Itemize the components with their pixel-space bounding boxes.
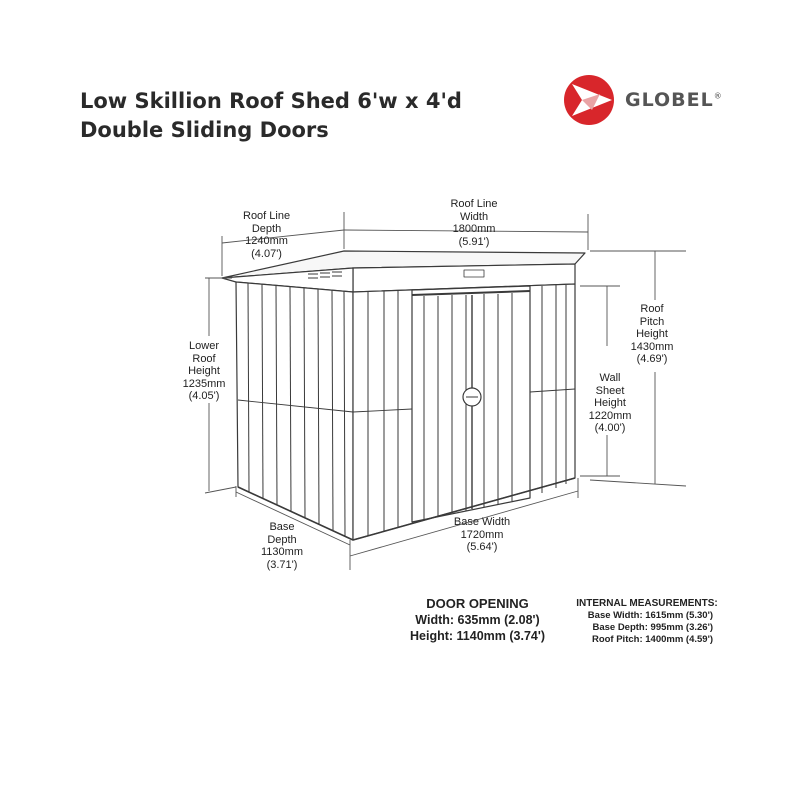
- product-subtitle: Double Sliding Doors: [80, 118, 329, 142]
- door-opening-specs: [395, 596, 560, 644]
- internal-base-width: Base Width: 1615mm (5.30'): [587, 610, 713, 621]
- base-width-label: Base Width 1720mm (5.64'): [453, 516, 511, 553]
- door-opening-width: Width: 635mm (2.08'): [415, 613, 540, 627]
- product-title: Low Skillion Roof Shed 6'w x 4'd: [80, 89, 462, 113]
- door-opening-heading: DOOR OPENING: [426, 596, 529, 611]
- base-depth-label: Base Depth 1130mm (3.71'): [261, 521, 303, 571]
- lower-roof-height-label: Lower Roof Height 1235mm (4.05'): [182, 340, 226, 402]
- roof-line-depth-label: Roof Line Depth 1240mm (4.07'): [243, 210, 291, 260]
- internal-measurements: [567, 597, 727, 646]
- internal-base-depth: Base Depth: 995mm (3.26'): [592, 622, 713, 633]
- roof-pitch-height-label: Roof Pitch Height 1430mm (4.69'): [630, 303, 674, 365]
- roof-line-width-label: Roof Line Width 1800mm (5.91'): [450, 198, 498, 248]
- brand-wordmark: GLOBEL®: [625, 89, 723, 111]
- wall-sheet-height-label: Wall Sheet Height 1220mm (4.00'): [588, 372, 632, 434]
- side-wall: [236, 282, 353, 540]
- internal-roof-pitch: Roof Pitch: 1400mm (4.59'): [591, 634, 713, 645]
- internal-measurements-heading: INTERNAL MEASUREMENTS:: [576, 598, 718, 609]
- door-opening-height: Height: 1140mm (3.74'): [410, 629, 545, 643]
